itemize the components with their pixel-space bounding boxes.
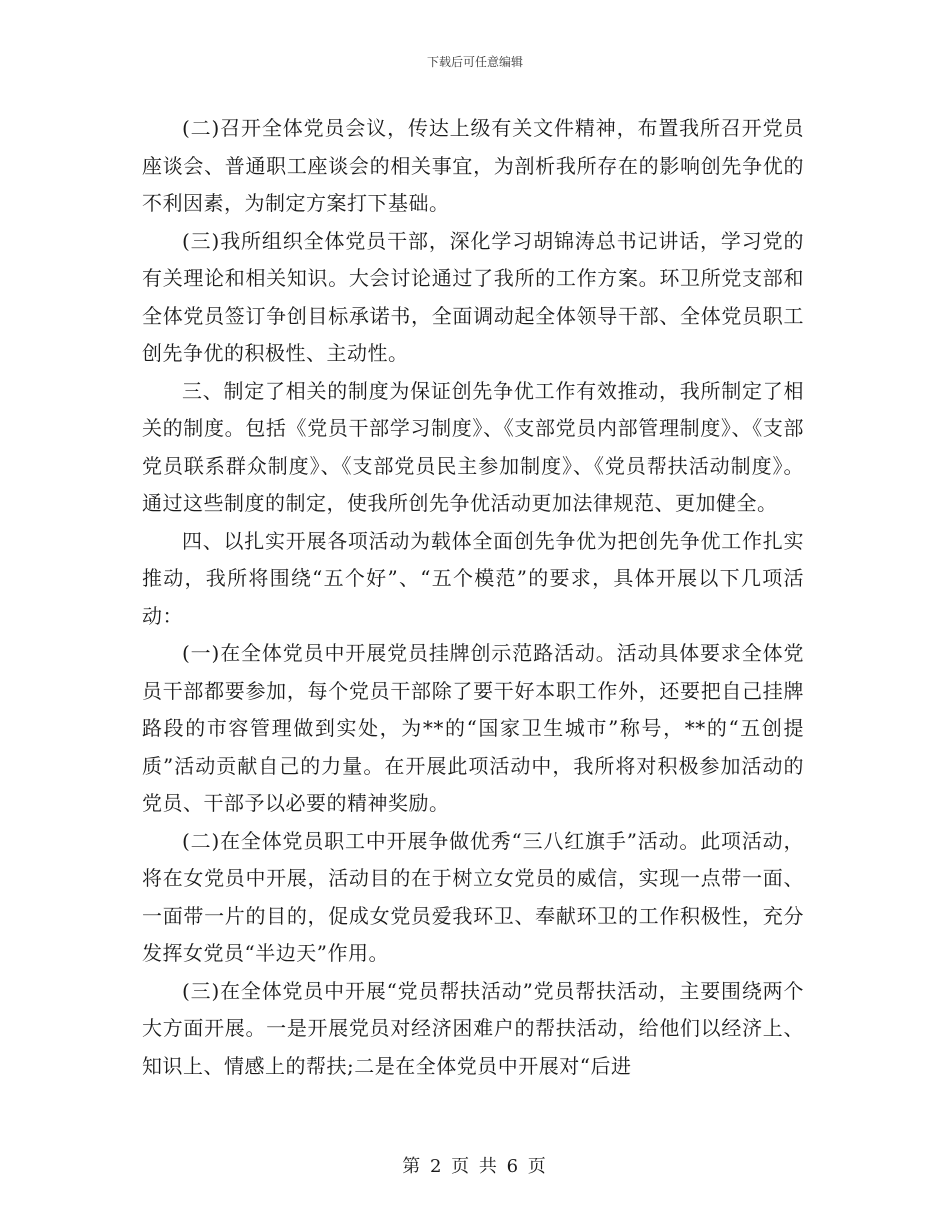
paragraph: (三)我所组织全体党员干部，深化学习胡锦涛总书记讲话，学习党的有关理论和相关知识。大会讨论通过了我所的工作方案。环卫所党支部和全体党员签订争创目标承诺书，全面调动起全体领导干部、全体党员职工创先争优的积极性、主动性。: [142, 228, 804, 365]
page-header: 下载后可任意编辑: [426, 55, 523, 69]
paragraph: (一)在全体党员中开展党员挂牌创示范路活动。活动具体要求全体党员干部都要参加，每个党员干部除了要干好本职工作外，还要把自己挂牌路段的市容管理做到实处，为**的“国家卫生城市”称号，**的“五创提质”活动贡献自己的力量。在开展此项活动中，我所将对积极参加活动的党员、干部予以必要的精神奖励。: [142, 641, 804, 815]
paragraph: (二)在全体党员职工中开展争做优秀“三八红旗手”活动。此项活动，将在女党员中开展，活动目的在于树立女党员的威信，实现一点带一面、一面带一片的目的，促成女党员爱我环卫、奉献环卫的工作积极性，充分发挥女党员“半边天”作用。: [142, 828, 804, 965]
paragraph: (二)召开全体党员会议，传达上级有关文件精神，布置我所召开党员座谈会、普通职工座谈会的相关事宜，为剖析我所存在的影响创先争优的不利因素，为制定方案打下基础。: [142, 116, 804, 215]
page-number: 第 2 页 共 6 页: [402, 1156, 548, 1177]
paragraph: 四、以扎实开展各项活动为载体全面创先争优为把创先争优工作扎实推动，我所将围绕“五个好”、“五个模范”的要求，具体开展以下几项活动：: [142, 528, 804, 628]
paragraph: 三、制定了相关的制度为保证创先争优工作有效推动，我所制定了相关的制度。包括《党员干部学习制度》、《支部党员内部管理制度》、《支部党员联系群众制度》、《支部党员民主参加制度》、《党员帮扶活动制度》。通过这些制度的制定，使我所创先争优活动更加法律规范、更加健全。: [142, 378, 804, 515]
paragraph: (三)在全体党员中开展“党员帮扶活动”党员帮扶活动，主要围绕两个大方面开展。一是开展党员对经济困难户的帮扶活动，给他们以经济上、知识上、情感上的帮扶;二是在全体党员中开展对“后进: [142, 978, 804, 1078]
document-body: [142, 110, 804, 1085]
